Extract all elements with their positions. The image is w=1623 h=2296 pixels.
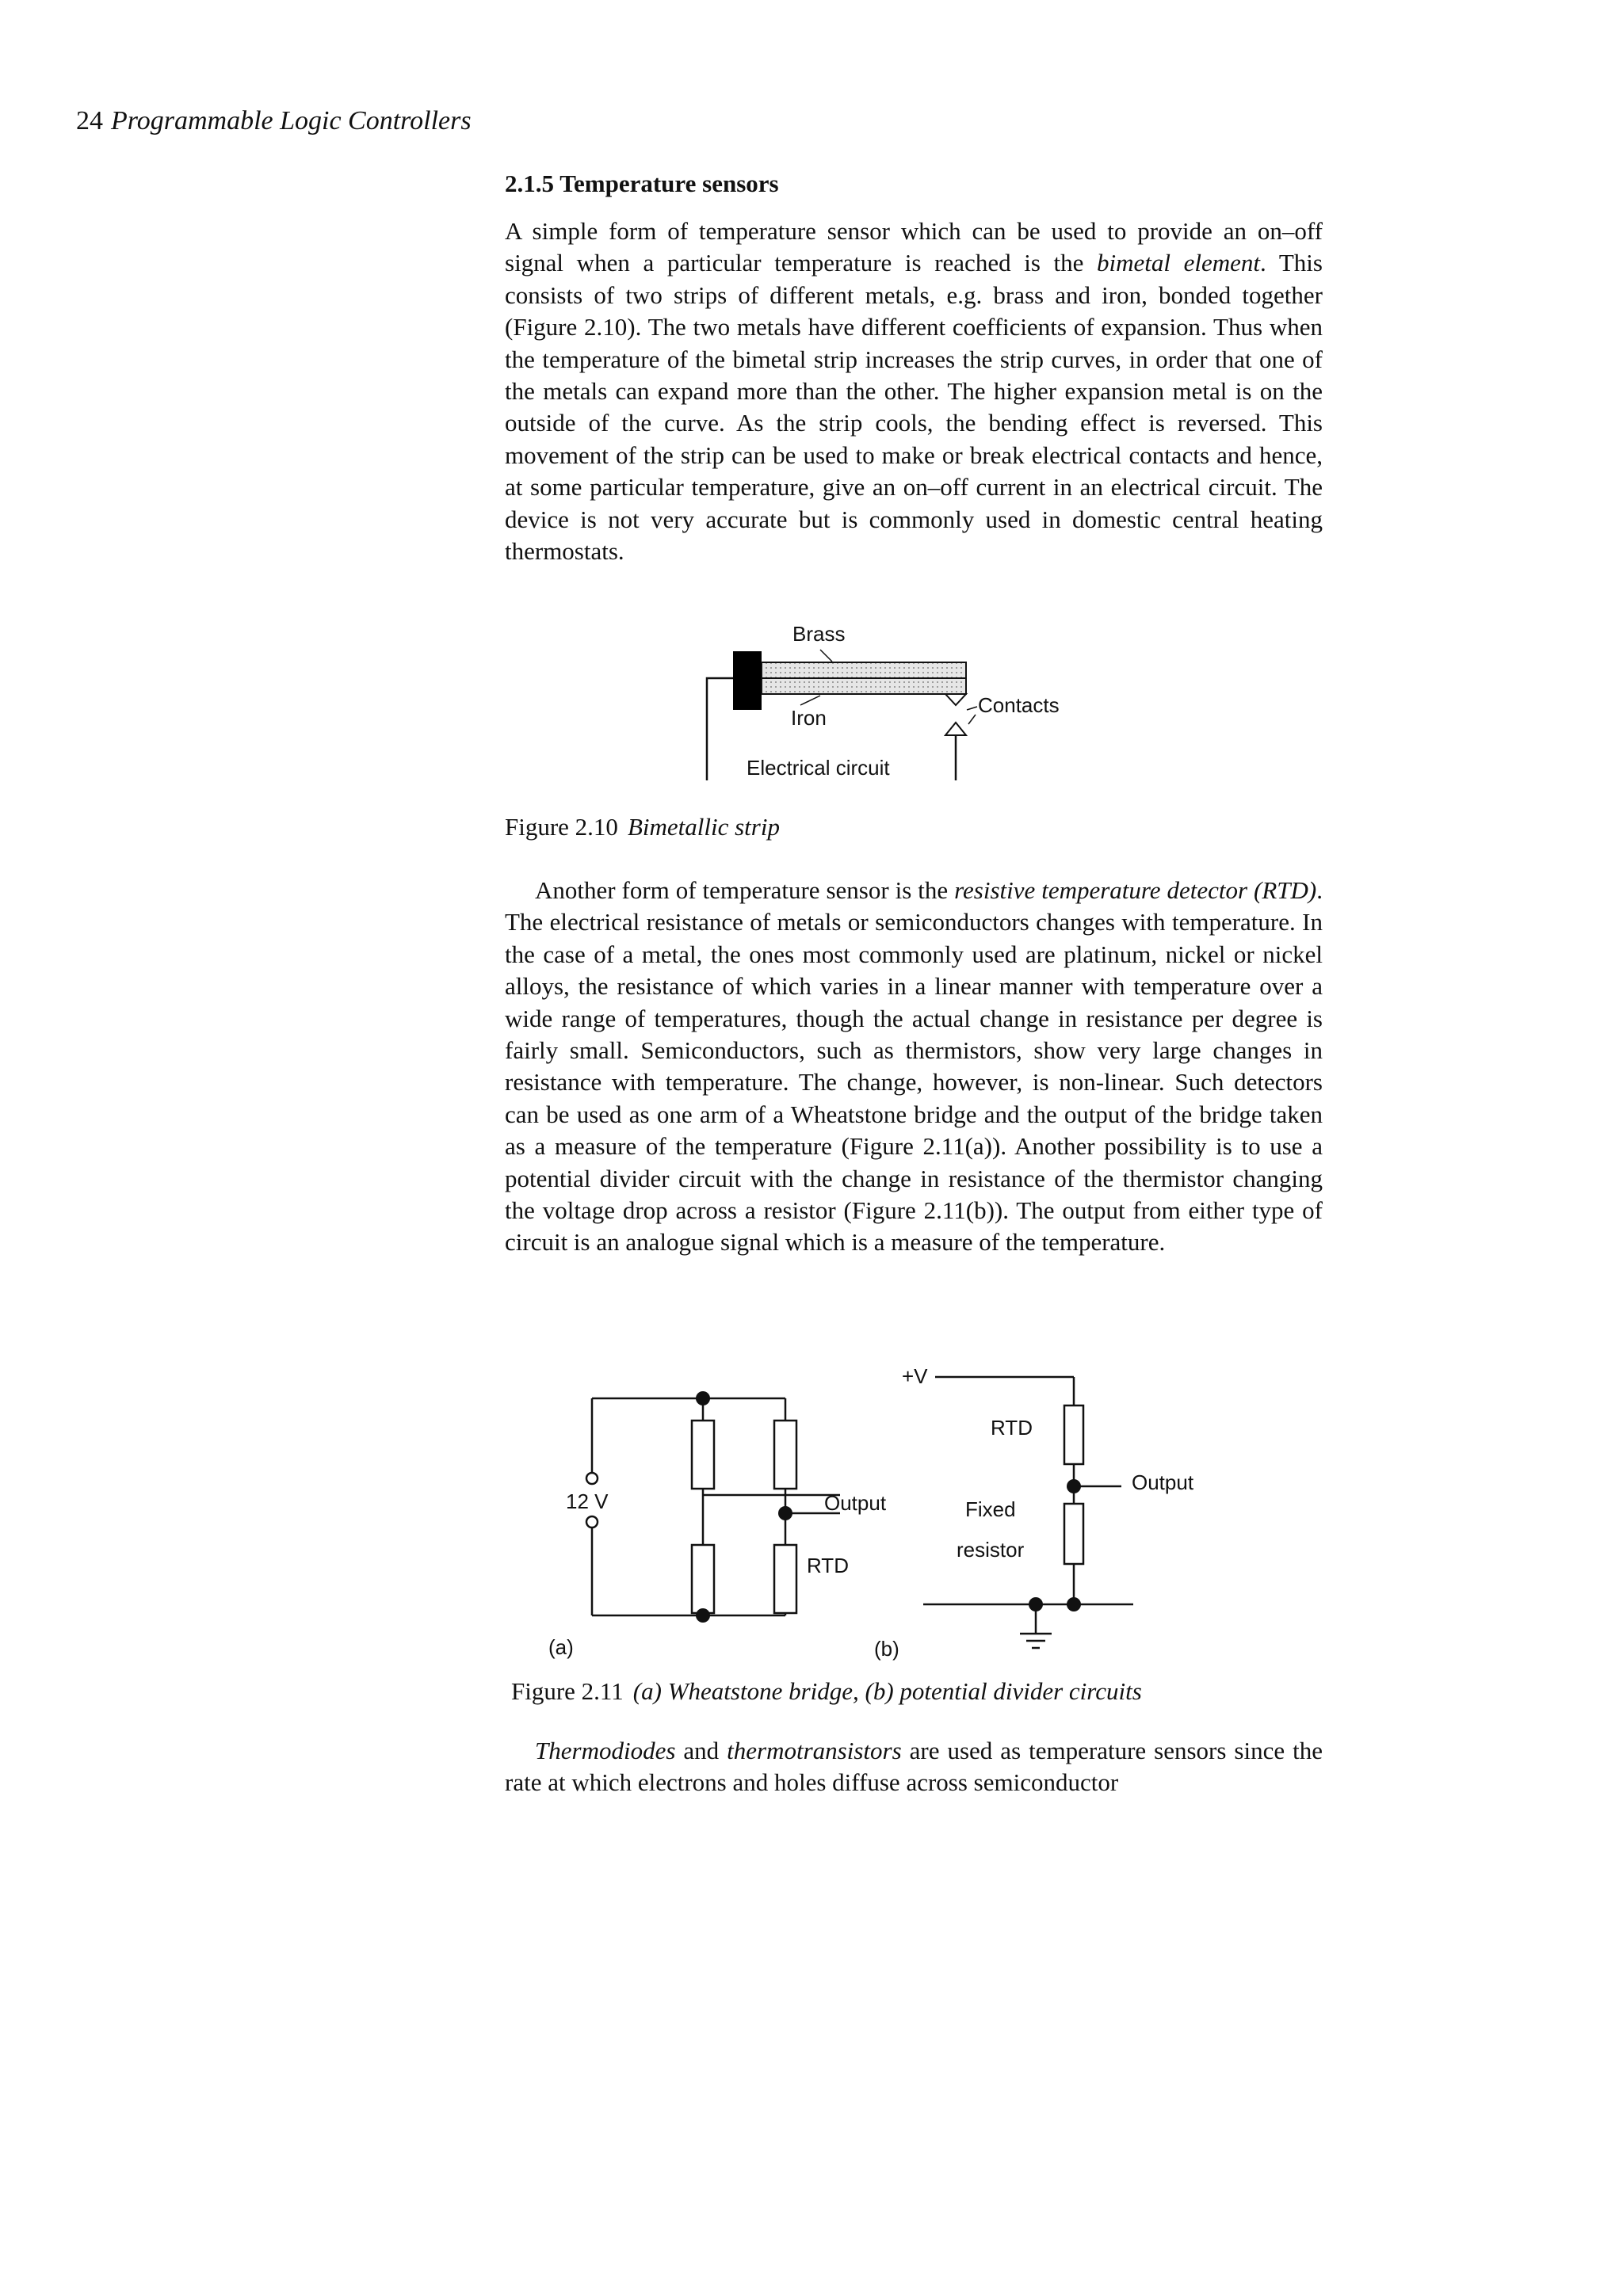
emphasis-term: Thermodiodes <box>535 1737 676 1764</box>
figure-caption <box>505 813 780 841</box>
paragraph-thermodiodes <box>505 1735 1323 1799</box>
lower-contact <box>945 723 966 735</box>
resistor-r3 <box>692 1545 714 1613</box>
label-contacts: Contacts <box>978 693 1060 717</box>
paragraph-text: and <box>675 1737 727 1764</box>
wheatstone-bridge-diagram <box>586 1398 840 1615</box>
label-output-b: Output <box>1132 1470 1194 1494</box>
paragraph-bimetal <box>505 215 1323 567</box>
label-b: (b) <box>874 1637 899 1661</box>
clamp-block <box>733 651 762 710</box>
label-a: (a) <box>548 1635 574 1659</box>
page-number: 24 <box>76 106 103 135</box>
paragraph-text: . The electrical resistance of metals or semiconductors changes with temperature. In the case of a metal, the ones most commonly used are platinum, nickel or nickel alloys, the resistance of which varies in a linear manner with temperature over a wide range of temperatures, though the actual change in resistance per degree is fairly small. Semiconductors, such as thermistors, show very large changes in resistance with temperature. The change, however, is non-linear. Such detectors can be used as one arm of a Wheatstone bridge and the output of the bridge taken as a measure of the temperature (Figure 2.11(a)). Another possibility is to use a potential divider circuit with the change in resistance of the thermistor changing the voltage drop across a resistor (Figure 2.11(b)). The output from either type of circuit is an analogue signal which is a measure of the temperature. <box>505 876 1323 1257</box>
junction-dot <box>1067 1479 1081 1493</box>
brass-layer <box>762 662 966 678</box>
resistor-rtd-b <box>1064 1405 1083 1464</box>
junction-dot <box>1067 1597 1081 1611</box>
emphasis-term: thermotransistors <box>727 1737 902 1764</box>
junction-dot <box>696 1391 710 1405</box>
caption-number: Figure 2.10 <box>505 813 618 841</box>
leader-contacts <box>967 707 977 710</box>
caption-number: Figure 2.11 <box>511 1677 624 1705</box>
book-title: Programmable Logic Controllers <box>111 106 472 135</box>
circuit-wire-left <box>707 678 733 780</box>
label-iron: Iron <box>791 706 827 730</box>
resistor-r1 <box>692 1421 714 1489</box>
paragraph-text: Another form of temperature sensor is the <box>535 876 955 904</box>
junction-dot <box>778 1506 792 1520</box>
label-12v: 12 V <box>566 1489 609 1513</box>
paragraph-rtd <box>505 875 1323 1259</box>
supply-terminal-bottom <box>586 1516 598 1527</box>
label-rtd-b: RTD <box>991 1416 1033 1440</box>
label-resistor: resistor <box>957 1538 1025 1562</box>
label-electrical-circuit: Electrical circuit <box>747 756 890 780</box>
figure-bimetallic-strip <box>674 618 1086 792</box>
emphasis-term: resistive temperature detector (RTD) <box>954 876 1317 904</box>
section-heading: 2.1.5 Temperature sensors <box>505 170 779 197</box>
label-fixed: Fixed <box>965 1497 1016 1521</box>
paragraph-text: are used as temperature sensors since the rate at which electrons and holes diffuse across semiconductor <box>505 1737 1323 1797</box>
paragraph-text: A simple form of temperature sensor which can be used to provide an on–off signal when a particular temperature is reached is the <box>505 217 1323 277</box>
figure-wheatstone-and-divider <box>507 1339 1194 1664</box>
junction-dot <box>1029 1597 1043 1611</box>
leader-contacts-2 <box>968 715 976 724</box>
resistor-r2 <box>774 1421 796 1489</box>
upper-contact <box>945 694 966 705</box>
resistor-fixed <box>1064 1504 1083 1564</box>
emphasis-term: bimetal element <box>1097 249 1261 277</box>
label-rtd-a: RTD <box>807 1554 849 1577</box>
paragraph-text: . This consists of two strips of different metals, e.g. brass and iron, bonded together (Figure 2.10). The two metals have different coefficients of expansion. Thus when the temperature of the bimetal strip increases the strip curves, in order that one of the metals can expand more than the other. The higher expansion metal is on the outside of the curve. As the strip cools, the bending effect is reversed. This movement of the strip can be used to make or break electrical contacts and hence, at some particular temperature, give an on–off current in an electrical circuit. The device is not very accurate but is commonly used in domestic central heating thermostats. <box>505 249 1323 566</box>
leader-iron <box>800 696 820 705</box>
junction-dot <box>696 1608 710 1623</box>
label-output-a: Output <box>824 1491 887 1515</box>
leader-brass <box>820 650 832 662</box>
supply-terminal-top <box>586 1473 598 1484</box>
caption-text: Bimetallic strip <box>627 813 780 841</box>
caption-text: (a) Wheatstone bridge, (b) potential divider circuits <box>632 1677 1142 1705</box>
label-plus-v: +V <box>902 1364 928 1388</box>
running-head <box>76 106 472 136</box>
resistor-rtd-a <box>774 1545 796 1613</box>
label-brass: Brass <box>792 622 846 646</box>
figure-caption <box>511 1677 1142 1706</box>
iron-layer <box>762 678 966 694</box>
